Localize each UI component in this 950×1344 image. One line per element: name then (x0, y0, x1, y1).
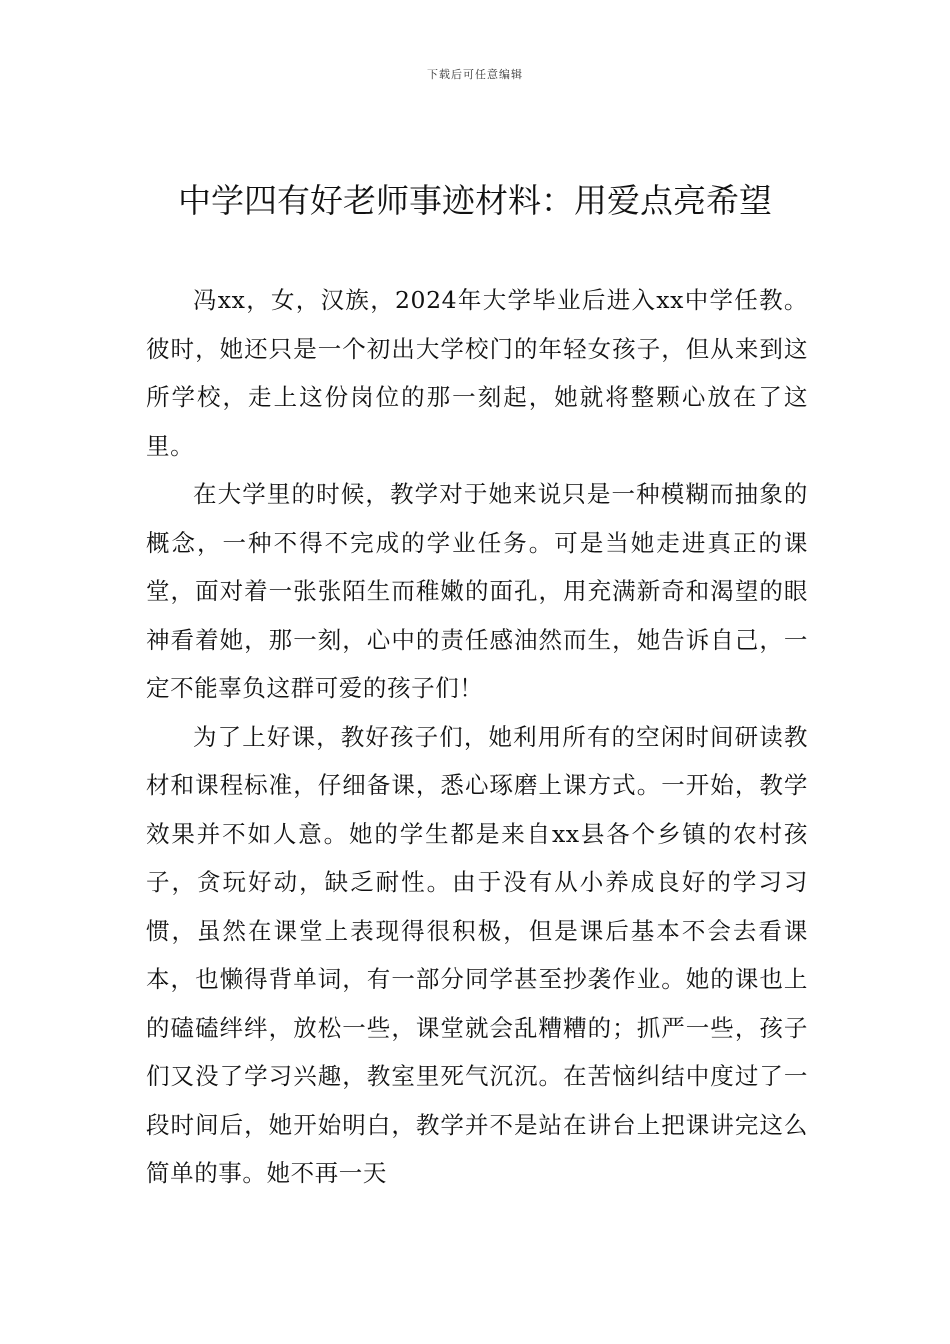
paragraph-2: 在大学里的时候，教学对于她来说只是一种模糊而抽象的概念，一种不得不完成的学业任务。可是当她走进真正的课堂，面对着一张张陌生而稚嫩的面孔，用充满新奇和渴望的眼神看着她，那一刻，心中的责任感油然而生，她告诉自己，一定不能辜负这群可爱的孩子们！ (146, 480, 808, 702)
document-body (146, 276, 808, 1198)
page-header-note: 下载后可任意编辑 (427, 68, 523, 81)
paragraph-3: 为了上好课，教好孩子们，她利用所有的空闲时间研读教材和课程标准，仔细备课，悉心琢磨上课方式。一开始，教学效果并不如人意。她的学生都是来自xx县各个乡镇的农村孩子，贪玩好动，缺乏耐性。由于没有从小养成良好的学习习惯，虽然在课堂上表现得很积极，但是课后基本不会去看课本，也懒得背单词，有一部分同学甚至抄袭作业。她的课也上的磕磕绊绊，放松一些，课堂就会乱糟糟的；抓严一些，孩子们又没了学习兴趣，教室里死气沉沉。在苦恼纠结中度过了一段时间后，她开始明白，教学并不是站在讲台上把课讲完这么简单的事。她不再一天 (146, 722, 808, 1187)
document-title: 中学四有好老师事迹材料：用爱点亮希望 (178, 181, 772, 220)
paragraph-1: 冯xx，女，汉族，2024年大学毕业后进入xx中学任教。彼时，她还只是一个初出大学校门的年轻女孩子，但从来到这所学校，走上这份岗位的那一刻起，她就将整颗心放在了这里。 (146, 286, 808, 460)
